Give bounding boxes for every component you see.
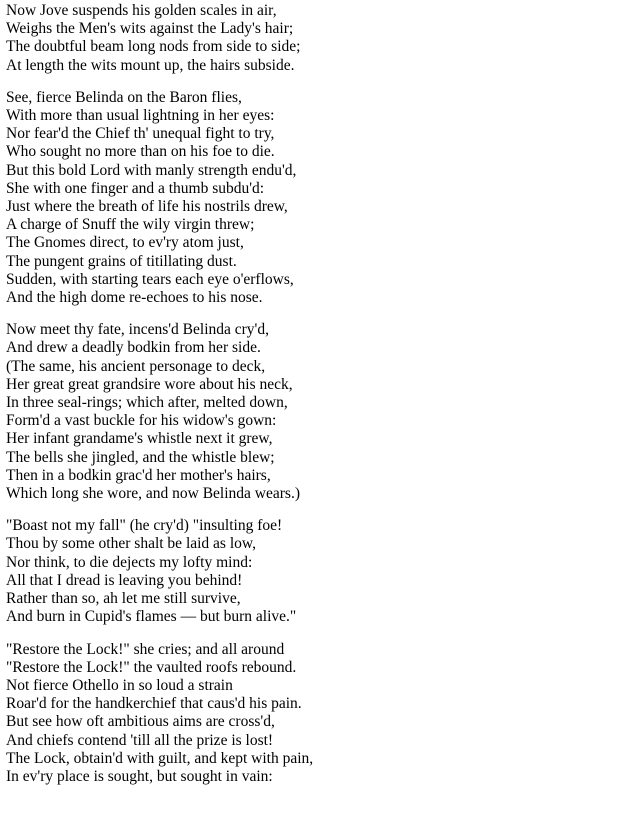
poem-line: Who sought no more than on his foe to die. — [6, 143, 275, 161]
poem-line: Nor fear'd the Chief th' unequal fight to try, — [6, 125, 275, 143]
stanza-3 — [6, 321, 626, 503]
poem-line: "Restore the Lock!" the vaulted roofs rebound. — [6, 658, 297, 676]
poem-line: A charge of Snuff the wily virgin threw; — [6, 216, 255, 234]
poem-line: Roar'd for the handkerchief that caus'd his pain. — [6, 695, 302, 713]
poem-line: Weighs the Men's wits against the Lady's hair; — [6, 20, 294, 38]
poem-line: Just where the breath of life his nostrils drew, — [6, 198, 288, 216]
poem-line: The bells she jingled, and the whistle blew; — [6, 448, 275, 466]
poem-line: Now meet thy fate, incens'd Belinda cry'd, — [6, 321, 269, 339]
poem-line: Her great great grandsire wore about his neck, — [6, 375, 293, 393]
stanza-2 — [6, 89, 626, 307]
poem-line: "Boast not my fall" (he cry'd) "insulting foe! — [6, 517, 283, 535]
stanza-1 — [6, 2, 626, 75]
poem-line: The doubtful beam long nods from side to side; — [6, 38, 301, 56]
poem-line: Nor think, to die dejects my lofty mind: — [6, 553, 253, 571]
poem-line: Thou by some other shalt be laid as low, — [6, 535, 256, 553]
poem-line: At length the wits mount up, the hairs subside. — [6, 56, 295, 74]
poem-line: She with one finger and a thumb subdu'd: — [6, 179, 265, 197]
poem-line: And burn in Cupid's flames — but burn alive." — [6, 608, 297, 626]
poem-line: But see how oft ambitious aims are cross'd, — [6, 713, 275, 731]
poem-line: All that I dread is leaving you behind! — [6, 571, 243, 589]
poem-text — [6, 2, 626, 800]
poem-line: With more than usual lightning in her eyes: — [6, 107, 275, 125]
poem-line: Sudden, with starting tears each eye o'erflows, — [6, 270, 294, 288]
poem-line: And chiefs contend 'till all the prize is lost! — [6, 731, 274, 749]
poem-line: The Gnomes direct, to ev'ry atom just, — [6, 234, 244, 252]
poem-line: Which long she wore, and now Belinda wears.) — [6, 485, 300, 503]
poem-line: In three seal-rings; which after, melted down, — [6, 394, 288, 412]
poem-line: But this bold Lord with manly strength endu'd, — [6, 161, 297, 179]
poem-line: The Lock, obtain'd with guilt, and kept with pain, — [6, 749, 314, 767]
poem-line: "Restore the Lock!" she cries; and all around — [6, 640, 285, 658]
poem-line: The pungent grains of titillating dust. — [6, 252, 237, 270]
poem-line: Now Jove suspends his golden scales in air, — [6, 2, 277, 19]
poem-line: And drew a deadly bodkin from her side. — [6, 339, 261, 357]
poem-line: Form'd a vast buckle for his widow's gown: — [6, 412, 277, 430]
poem-line: Rather than so, ah let me still survive, — [6, 590, 241, 608]
poem-line: See, fierce Belinda on the Baron flies, — [6, 88, 242, 106]
poem-line: And the high dome re-echoes to his nose. — [6, 289, 263, 307]
poem-line: Then in a bodkin grac'd her mother's hairs, — [6, 466, 271, 484]
poem-line: In ev'ry place is sought, but sought in vain: — [6, 767, 273, 785]
stanza-5 — [6, 641, 626, 787]
poem-line: Not fierce Othello in so loud a strain — [6, 676, 233, 694]
poem-line: (The same, his ancient personage to deck, — [6, 357, 266, 375]
stanza-4 — [6, 517, 626, 626]
poem-line: Her infant grandame's whistle next it grew, — [6, 430, 273, 448]
